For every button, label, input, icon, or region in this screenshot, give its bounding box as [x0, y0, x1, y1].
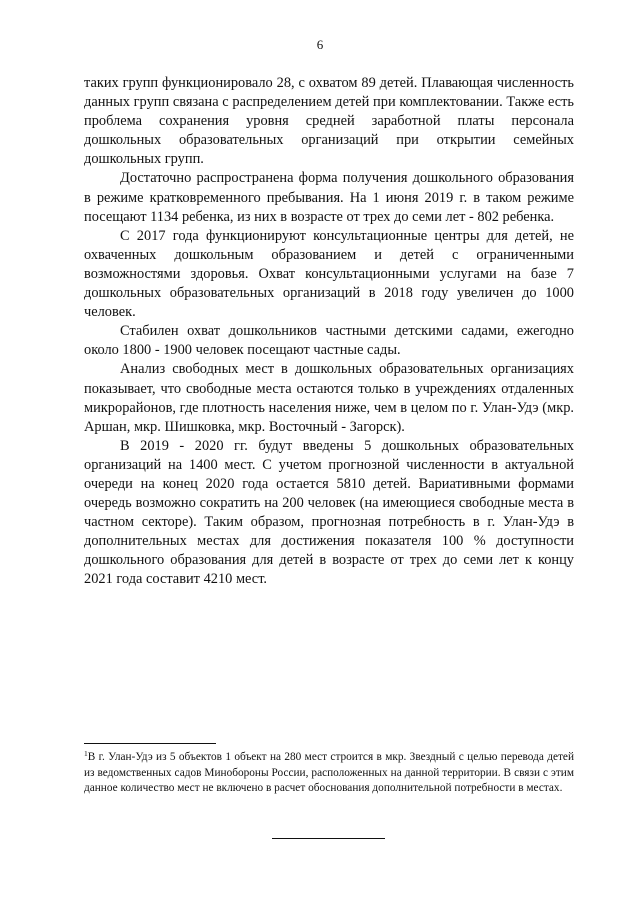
paragraph-2: Достаточно распространена форма получения дошкольного образования в режиме кратковременного пребывания. На 1 июня 2019 г. в таком режиме посещают 1134 ребенка, из них в возрасте от трех до семи лет - 802 ребенка.	[84, 170, 574, 225]
paragraph-3: С 2017 года функционируют консультационные центры для детей, не охваченных дошкольным образованием и детей с ограниченными возможностями здоровья. Охват консультационными услугами на базе 7 дошкольных образовательных организаций в 2018 году увеличен до 1000 человек.	[84, 227, 574, 321]
footnote-1	[84, 750, 574, 797]
footnote-text: В г. Улан-Удэ из 5 объектов 1 объект на 280 мест строится в мкр. Звездный с целью перевода детей из ведомственных садов Минобороны России, расположенных на данной территории. В связи с этим данное количество мест не включено в расчет обоснования дополнительной потребности в местах.	[84, 751, 574, 795]
paragraph-5: Анализ свободных мест в дошкольных образовательных организациях показывает, что свободные места остаются только в учреждениях отдаленных микрорайонов, где плотность населения ниже, чем в целом по г. Улан-Удэ (мкр. Аршан, мкр. Шишковка, мкр. Восточный - Загорск).	[84, 361, 574, 435]
paragraph-4: Стабилен охват дошкольников частными детскими садами, ежегодно около 1800 - 1900 человек посещают частные сады.	[84, 323, 574, 359]
paragraph-1: таких групп функционировало 28, с охватом 89 детей. Плавающая численность данных групп связана с распределением детей при комплектовании. Также есть проблема сохранения уровня средней заработной платы персонала дошкольных образовательных организаций при открытии семейных дошкольных групп.	[84, 75, 574, 168]
paragraph-6: В 2019 - 2020 гг. будут введены 5 дошкольных образовательных организаций на 1400 мест. С учетом прогнозной численности в актуальной очереди на конец 2020 года остается 5810 детей. Вариативными формами очередь возможно сократить на 200 человек (на имеющиеся свободные места в частном секторе). Таким образом, прогнозная потребность в г. Улан-Удэ в дополнительных местах для достижения показателя 100 % доступности дошкольного образования для детей в возрасте от трех до семи лет к концу 2021 года составит 4210 мест.	[84, 437, 574, 588]
body-text	[84, 74, 574, 590]
footnote-marker: 1	[84, 749, 88, 758]
footnotes	[84, 750, 574, 797]
end-rule	[272, 838, 385, 839]
footnote-separator	[84, 743, 216, 744]
page-number: 6	[316, 37, 324, 52]
